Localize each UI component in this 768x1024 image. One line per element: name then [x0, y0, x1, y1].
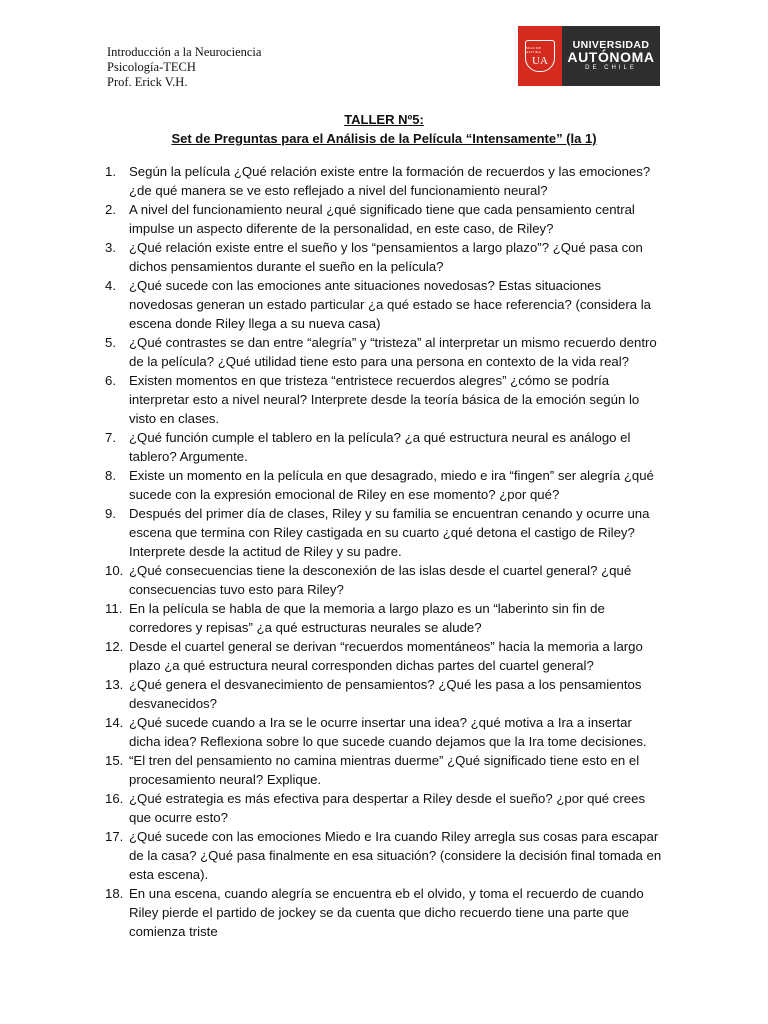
- question-text: ¿Qué sucede con las emociones Miedo e Ira cuando Riley arregla sus cosas para escapar de la casa? ¿Qué pasa finalmente en esa situación? (considere la decisión final tomada en esta escena).: [129, 829, 662, 882]
- logo-line-2: AUTÓNOMA: [567, 49, 655, 65]
- question-text: Existe un momento en la película en que desagrado, miedo e ira “fingen” ser alegría ¿qué sucede con la expresión emocional de Riley en ese momento? ¿por qué?: [129, 468, 654, 502]
- question-text: ¿Qué sucede con las emociones ante situaciones novedosas? Estas situaciones novedosas generan un estado particular ¿a qué estado se hace referencia? (considera la escena donde Riley llega a su nueva casa): [129, 278, 651, 331]
- question-text: ¿Qué consecuencias tiene la desconexión de las islas desde el cuartel general? ¿qué consecuencias tuvo esto para Riley?: [129, 563, 632, 597]
- question-text: A nivel del funcionamiento neural ¿qué significado tiene que cada pensamiento central impulse un aspecto diferente de la personalidad, en este caso, de Riley?: [129, 202, 635, 236]
- logo-line-1: UNIVERSIDAD: [572, 39, 650, 51]
- question-number: 4.: [105, 278, 116, 293]
- list-item: [105, 561, 665, 599]
- list-item: [105, 200, 665, 238]
- question-number: 16.: [105, 791, 124, 806]
- question-number: 17.: [105, 829, 124, 844]
- question-number: 14.: [105, 715, 124, 730]
- course-header: [107, 45, 261, 90]
- question-number: 11.: [105, 601, 123, 616]
- question-text: ¿Qué estrategia es más efectiva para despertar a Riley desde el sueño? ¿por qué crees que ocurre esto?: [129, 791, 646, 825]
- title-line-2: Set de Preguntas para el Análisis de la Película “Intensamente” (la 1): [171, 131, 597, 146]
- university-logo: [518, 26, 660, 86]
- list-item: [105, 333, 665, 371]
- question-text: Según la película ¿Qué relación existe entre la formación de recuerdos y las emociones? ¿de qué manera se ve esto reflejado a nivel del funcionamiento neural?: [129, 164, 651, 198]
- question-number: 1.: [105, 164, 116, 179]
- question-text: ¿Qué función cumple el tablero en la película? ¿a qué estructura neural es análogo el tablero? Argumente.: [129, 430, 631, 464]
- question-text: Existen momentos en que tristeza “entristece recuerdos alegres” ¿cómo se podría interpretar esto a nivel neural? Interprete desde la teoría básica de la emoción según lo visto en clases.: [129, 373, 640, 426]
- list-item: [105, 675, 665, 713]
- logo-badge-initials: UA: [532, 54, 548, 67]
- question-number: 13.: [105, 677, 124, 692]
- question-text: ¿Qué sucede cuando a Ira se le ocurre insertar una idea? ¿qué motiva a Ira a insertar dicha idea? Reflexiona sobre lo que sucede cuando dejamos que la Ira tome decisiones.: [129, 715, 647, 749]
- list-item: [105, 276, 665, 333]
- course-name: Introducción a la Neurociencia: [107, 45, 262, 59]
- question-number: 15.: [105, 753, 124, 768]
- question-text: ¿Qué genera el desvanecimiento de pensamientos? ¿Qué les pasa a los pensamientos desvanecidos?: [129, 677, 642, 711]
- list-item: [105, 827, 665, 884]
- question-number: 3.: [105, 240, 116, 255]
- question-number: 2.: [105, 202, 116, 217]
- list-item: [105, 466, 665, 504]
- document-title: [0, 110, 768, 148]
- list-item: [105, 599, 665, 637]
- professor-name: Prof. Erick V.H.: [107, 75, 188, 89]
- question-text: En la película se habla de que la memoria a largo plazo es un “laberinto sin fin de corredores y repisas” ¿a qué estructuras neurales se alude?: [129, 601, 605, 635]
- list-item: [105, 238, 665, 276]
- question-text: ¿Qué relación existe entre el sueño y los “pensamientos a largo plazo”? ¿Qué pasa con dichos pensamientos durante el sueño en la película?: [129, 240, 643, 274]
- list-item: [105, 162, 665, 200]
- question-number: 6.: [105, 373, 116, 388]
- logo-emblem: [518, 26, 562, 86]
- question-list: [105, 162, 665, 941]
- question-number: 7.: [105, 430, 116, 445]
- question-number: 18.: [105, 886, 124, 901]
- logo-wordmark: [562, 40, 660, 72]
- question-text: En una escena, cuando alegría se encuentra eb el olvido, y toma el recuerdo de cuando Riley pierde el partido de jockey se da cuenta que dicho recuerdo tiene una parte que comienza triste: [129, 886, 644, 939]
- title-line-1: TALLER Nº5:: [344, 112, 424, 127]
- question-text: “El tren del pensamiento no camina mientras duerme” ¿Qué significado tiene esto en el procesamiento neural? Explique.: [129, 753, 640, 787]
- question-text: Desde el cuartel general se derivan “recuerdos momentáneos” hacia la memoria a largo plazo ¿a qué estructura neural corresponden dichas partes del cuartel general?: [129, 639, 643, 673]
- list-item: [105, 371, 665, 428]
- list-item: [105, 637, 665, 675]
- shield-icon: [525, 40, 555, 72]
- logo-line-3: DE CHILE: [585, 65, 637, 71]
- list-item: [105, 428, 665, 466]
- list-item: [105, 884, 665, 941]
- question-number: 9.: [105, 506, 116, 521]
- question-number: 12.: [105, 639, 124, 654]
- list-item: [105, 789, 665, 827]
- question-number: 10.: [105, 563, 124, 578]
- question-text: ¿Qué contrastes se dan entre “alegría” y “tristeza” al interpretar un mismo recuerdo dentro de la película? ¿Qué utilidad tiene esto para una persona en contexto de la vida real?: [129, 335, 657, 369]
- program-name: Psicología-TECH: [107, 60, 196, 74]
- logo-badge-motto: SIGO DE ALTURA: [526, 45, 542, 54]
- list-item: [105, 504, 665, 561]
- question-number: 5.: [105, 335, 116, 350]
- list-item: [105, 713, 665, 751]
- question-number: 8.: [105, 468, 116, 483]
- question-text: Después del primer día de clases, Riley y su familia se encuentran cenando y ocurre una escena que termina con Riley castigada en su cuarto ¿qué detona el castigo de Riley? Interprete desde la actitud de Riley y su padre.: [129, 506, 650, 559]
- list-item: [105, 751, 665, 789]
